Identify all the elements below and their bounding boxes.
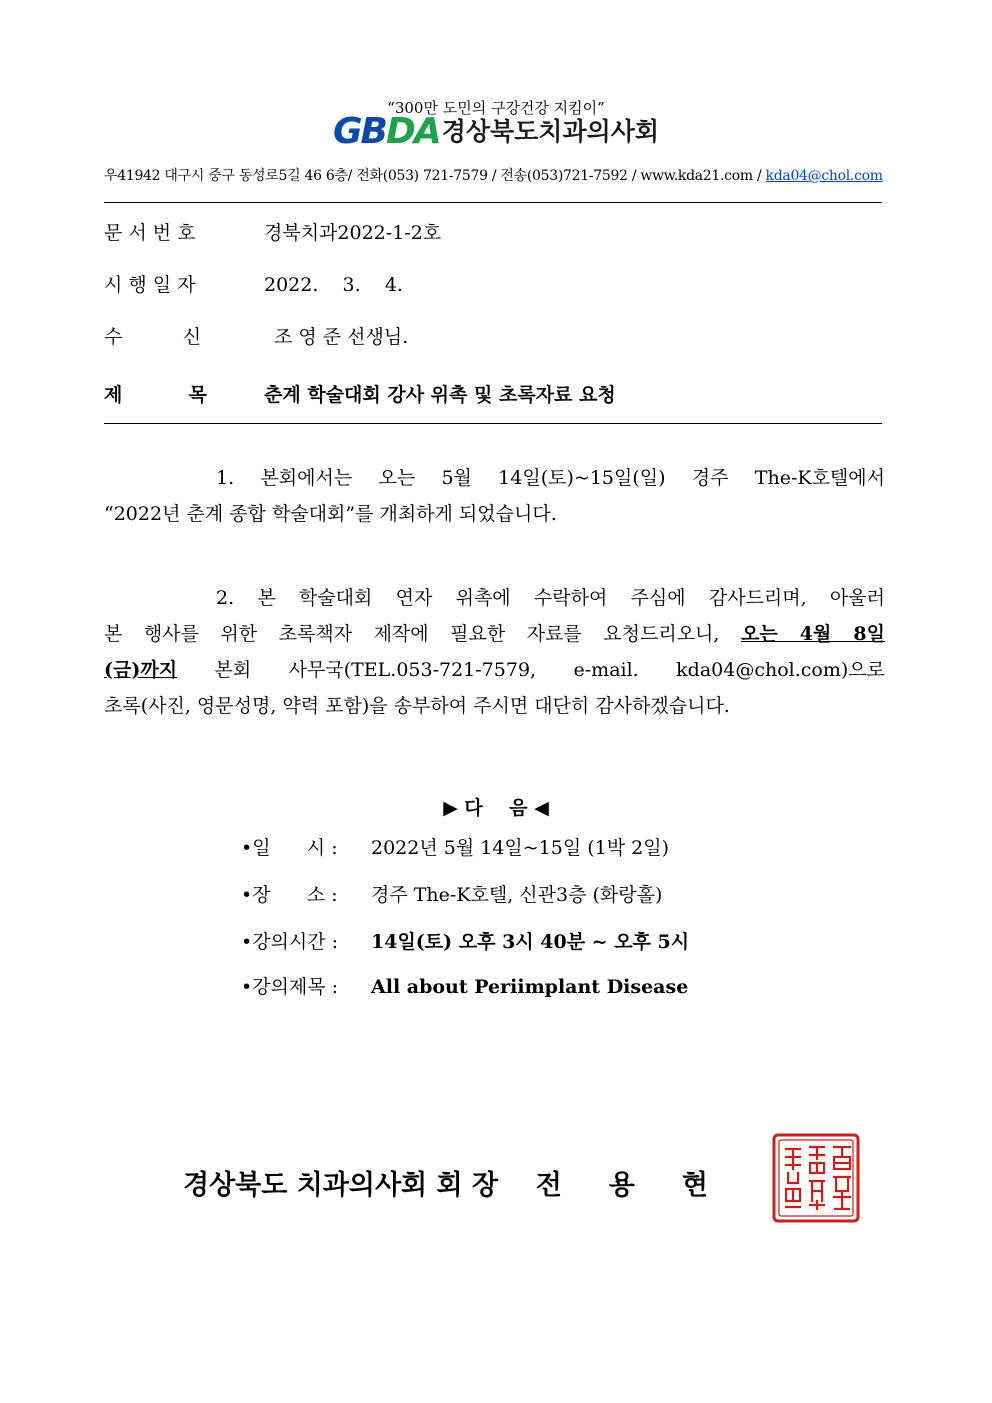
address-text: 우41942 대구시 중구 동성로5길 46 6층/ 전화(053) 721-7579 / 전송(053)721-7592 / www.kda21.com / (104, 168, 766, 184)
detail-key: •장 소 : (241, 884, 338, 906)
organization-name: 경상북도치과의사회 (441, 117, 660, 146)
detail-key: •강의제목 : (241, 976, 339, 998)
paragraph-2-line-2: 본 행사를 위한 초록책자 제작에 필요한 자료를 요청드리오니, 오는 4월 8일 (104, 623, 885, 645)
recipient-row (104, 322, 408, 349)
detail-item-date (241, 833, 669, 860)
paragraph-1-line-2: “2022년 춘계 종합 학술대회”를 개최하게 되었습니다. (104, 503, 557, 525)
detail-value: All about Periimplant Disease (371, 976, 689, 998)
recipient-value: 조 영 준 선생님. (274, 326, 409, 348)
gbda-logo-mark: GBDA (332, 111, 440, 152)
address-line (104, 165, 882, 185)
doc-number-label: 문 서 번 호 (104, 222, 196, 244)
doc-number-row (104, 218, 441, 245)
email-link[interactable]: kda04@chol.com (765, 168, 883, 184)
paragraph-2 (104, 580, 885, 724)
issue-date-value: 2022. 3. 4. (264, 274, 403, 296)
detail-value: 경주 The-K호텔, 신관3층 (화랑홀) (371, 884, 663, 906)
header-divider-top (104, 202, 882, 203)
details-heading: ▶ 다 음 ◀ (443, 797, 549, 819)
paragraph-2-line-1: 2. 본 학술대회 연자 위촉에 수락하여 주심에 감사드리며, 아울러 (216, 587, 885, 609)
slogan: “300만 도민의 구강건강 지킴이” (387, 99, 605, 117)
deadline-text: 오는 4월 8일 (740, 623, 885, 645)
letterhead-logo (0, 112, 992, 152)
detail-value: 2022년 5월 14일~15일 (1박 2일) (371, 837, 669, 859)
detail-key: •일 시 : (241, 837, 338, 859)
doc-number-value: 경북치과2022-1-2호 (264, 222, 442, 244)
detail-value: 14일(토) 오후 3시 40분 ~ 오후 5시 (371, 931, 690, 953)
paragraph-1-line-1: 1. 본회에서는 오는 5월 14일(토)~15일(일) 경주 The-K호텔에서 (216, 467, 885, 489)
detail-item-time (241, 927, 689, 954)
detail-item-place (241, 880, 662, 907)
header-divider-bottom (104, 423, 882, 424)
issue-date-row (104, 270, 403, 297)
signature-line: 경상북도 치과의사회 회 장 전 용 현 (183, 1170, 708, 1201)
paragraph-2-line-4: 초록(사진, 영문성명, 약력 포함)을 송부하여 주시면 대단히 감사하겠습니다. (104, 695, 730, 717)
issue-date-label: 시 행 일 자 (104, 274, 196, 296)
subject-value: 춘계 학술대회 강사 위촉 및 초록자료 요청 (264, 384, 616, 406)
official-seal-icon (772, 1133, 860, 1223)
recipient-label: 수 신 (104, 326, 202, 348)
detail-item-title (241, 972, 688, 999)
detail-key: •강의시간 : (241, 931, 339, 953)
subject-label: 제 목 (104, 384, 207, 406)
paragraph-2-line-3: (금)까지 본회 사무국(TEL.053-721-7579, e-mail. kda04@chol.com)으로 (104, 659, 885, 681)
paragraph-1 (104, 460, 885, 532)
deadline-text-cont: (금)까지 (104, 659, 178, 681)
subject-row (104, 380, 616, 407)
